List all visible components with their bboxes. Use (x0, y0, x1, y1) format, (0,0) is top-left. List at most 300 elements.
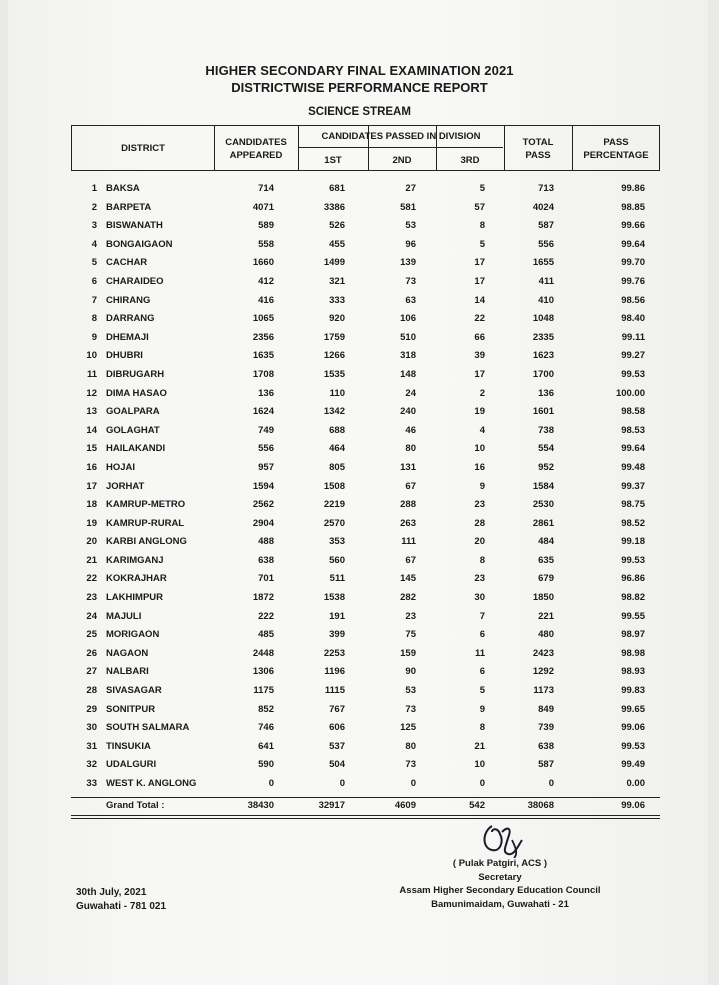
row-div2: 96 (405, 238, 416, 250)
row-appeared: 558 (258, 238, 274, 250)
row-div2: 53 (405, 685, 416, 697)
row-total-pass: 739 (538, 722, 554, 734)
row-pass-percentage: 99.66 (621, 220, 645, 232)
table-row (71, 403, 660, 422)
row-div1: 2253 (323, 647, 345, 659)
row-div2: 90 (405, 666, 416, 678)
grand-total-div2: 4609 (394, 800, 416, 811)
row-div2: 67 (405, 554, 416, 566)
row-pass-percentage: 99.83 (621, 685, 645, 697)
row-pass-percentage: 96.86 (621, 573, 645, 585)
row-div1: 681 (329, 183, 345, 194)
header-district: DISTRICT (121, 143, 165, 154)
table-row (71, 570, 660, 589)
row-div3: 9 (479, 480, 485, 492)
row-serial: 14 (86, 424, 97, 436)
table-row (71, 533, 660, 552)
table-row (71, 254, 660, 273)
row-div3: 2 (479, 387, 485, 399)
row-total-pass: 410 (538, 294, 554, 306)
row-appeared: 556 (258, 443, 274, 455)
row-district: BAKSA (106, 183, 140, 194)
table-row (71, 199, 660, 218)
row-pass-percentage: 98.52 (621, 517, 645, 529)
grand-total-pass: 38068 (527, 800, 554, 811)
row-div3: 17 (474, 368, 485, 380)
row-district: HAILAKANDI (106, 443, 166, 455)
row-appeared: 4071 (252, 201, 274, 213)
row-appeared: 1624 (252, 406, 274, 418)
row-pass-percentage: 99.48 (621, 461, 645, 473)
row-district: LAKHIMPUR (106, 592, 163, 604)
row-div2: 282 (400, 592, 416, 604)
row-div3: 16 (474, 461, 485, 473)
row-total-pass: 221 (538, 610, 554, 622)
row-pass-percentage: 99.53 (621, 554, 645, 566)
row-appeared: 1872 (252, 592, 274, 604)
row-district: MORIGAON (106, 629, 160, 641)
row-district: CHARAIDEO (106, 275, 164, 287)
row-serial: 22 (86, 573, 97, 585)
row-div3: 8 (479, 722, 485, 734)
row-appeared: 641 (258, 740, 274, 752)
row-div1: 2570 (323, 517, 345, 529)
row-serial: 17 (86, 480, 97, 492)
row-district: CACHAR (106, 257, 148, 269)
row-div3: 17 (474, 275, 485, 287)
row-total-pass: 2530 (532, 499, 554, 511)
row-total-pass: 480 (538, 629, 554, 641)
row-appeared: 222 (258, 610, 274, 622)
header-total-pass: TOTAL PASS (522, 137, 554, 161)
row-appeared: 590 (258, 759, 274, 771)
row-serial: 29 (86, 703, 97, 715)
row-serial: 21 (86, 554, 97, 566)
table-row (71, 310, 660, 329)
row-district: SIVASAGAR (106, 685, 162, 697)
table-row (71, 552, 660, 571)
row-div2: 581 (400, 201, 416, 213)
row-serial: 1 (91, 183, 97, 194)
row-div1: 353 (329, 536, 345, 548)
row-div2: 73 (405, 759, 416, 771)
row-appeared: 416 (258, 294, 274, 306)
header-divider (298, 147, 503, 148)
row-div2: 263 (400, 517, 416, 529)
table-row (71, 180, 660, 199)
row-div3: 6 (479, 629, 485, 641)
row-total-pass: 1623 (532, 350, 554, 362)
row-total-pass: 411 (538, 275, 554, 287)
row-div1: 920 (329, 313, 345, 325)
row-pass-percentage: 99.53 (621, 368, 645, 380)
row-appeared: 701 (258, 573, 274, 585)
row-appeared: 1594 (252, 480, 274, 492)
row-div1: 321 (329, 275, 345, 287)
row-total-pass: 1850 (532, 592, 554, 604)
row-div2: 75 (405, 629, 416, 641)
row-total-pass: 0 (548, 778, 554, 789)
row-div3: 14 (474, 294, 485, 306)
row-pass-percentage: 99.37 (621, 480, 645, 492)
table-row (71, 775, 660, 794)
row-div3: 8 (479, 554, 485, 566)
row-div1: 399 (329, 629, 345, 641)
row-serial: 25 (86, 629, 97, 641)
row-district: DIMA HASAO (106, 387, 167, 399)
row-district: SONITPUR (106, 703, 156, 715)
row-div3: 10 (474, 443, 485, 455)
row-district: UDALGURI (106, 759, 157, 771)
table-row (71, 626, 660, 645)
row-div3: 6 (479, 666, 485, 678)
grand-total-row (71, 800, 660, 814)
row-serial: 2 (91, 201, 97, 213)
table-row (71, 738, 660, 757)
row-div1: 1115 (324, 685, 345, 697)
table-row (71, 292, 660, 311)
grand-total-div3: 542 (469, 800, 485, 811)
row-serial: 27 (86, 666, 97, 678)
handwritten-signature (478, 818, 538, 858)
grand-total-percentage: 99.06 (621, 800, 645, 811)
report-titles (0, 62, 719, 120)
signatory-designation: Secretary (478, 871, 522, 883)
row-div3: 23 (474, 573, 485, 585)
grand-total-appeared: 38430 (247, 800, 274, 811)
row-district: GOLAGHAT (106, 424, 160, 436)
row-district: BISWANATH (106, 220, 163, 232)
row-pass-percentage: 99.49 (621, 759, 645, 771)
table-row (71, 440, 660, 459)
row-district: HOJAI (106, 461, 136, 473)
row-div3: 5 (479, 183, 485, 194)
row-appeared: 1635 (252, 350, 274, 362)
row-district: DHEMAJI (106, 331, 149, 343)
row-div3: 20 (474, 536, 485, 548)
row-total-pass: 4024 (532, 201, 554, 213)
row-serial: 10 (86, 350, 97, 362)
row-total-pass: 2335 (532, 331, 554, 343)
row-div1: 110 (329, 387, 345, 399)
row-appeared: 1660 (252, 257, 274, 269)
date-place-block (76, 886, 166, 914)
header-pass-percentage: PASS PERCENTAGE (583, 137, 649, 161)
row-pass-percentage: 98.82 (621, 592, 645, 604)
table-row (71, 385, 660, 404)
row-pass-percentage: 98.58 (621, 406, 645, 418)
header-div1: 1ST (324, 155, 342, 166)
row-appeared: 0 (268, 778, 274, 789)
row-div3: 22 (474, 313, 485, 325)
row-pass-percentage: 99.11 (621, 331, 645, 343)
row-pass-percentage: 0.00 (626, 778, 645, 789)
row-appeared: 1065 (252, 313, 274, 325)
row-div1: 805 (329, 461, 345, 473)
signatory-organization: Assam Higher Secondary Education Council (399, 885, 601, 896)
row-pass-percentage: 99.70 (621, 257, 645, 269)
row-total-pass: 2861 (532, 517, 554, 529)
row-district: WEST K. ANGLONG (106, 778, 197, 789)
table-row (71, 329, 660, 348)
row-district: NALBARI (106, 666, 149, 678)
table-row (71, 422, 660, 441)
row-serial: 24 (86, 610, 97, 622)
row-div2: 0 (410, 778, 416, 789)
row-div2: 125 (400, 722, 416, 734)
row-div1: 1508 (323, 480, 345, 492)
grand-total-top-rule (71, 797, 660, 798)
row-div1: 688 (329, 424, 345, 436)
header-div3: 3RD (460, 155, 480, 166)
row-pass-percentage: 100.00 (615, 387, 645, 399)
row-district: JORHAT (106, 480, 145, 492)
row-div3: 21 (474, 740, 485, 752)
row-div3: 17 (474, 257, 485, 269)
row-div1: 1196 (324, 666, 345, 678)
row-district: DARRANG (106, 313, 155, 325)
row-div1: 526 (329, 220, 345, 232)
signatory-block (380, 857, 620, 911)
row-pass-percentage: 98.40 (621, 313, 645, 325)
row-div1: 464 (329, 443, 345, 455)
row-serial: 12 (86, 387, 97, 399)
row-total-pass: 587 (538, 220, 554, 232)
row-appeared: 852 (258, 703, 274, 715)
row-div2: 145 (400, 573, 416, 585)
row-serial: 8 (91, 313, 97, 325)
row-appeared: 1708 (252, 368, 274, 380)
row-pass-percentage: 99.18 (621, 536, 645, 548)
row-total-pass: 952 (538, 461, 554, 473)
row-div2: 131 (400, 461, 416, 473)
report-title: HIGHER SECONDARY FINAL EXAMINATION 2021 (205, 63, 514, 78)
row-total-pass: 849 (538, 703, 554, 715)
row-div2: 80 (405, 443, 416, 455)
table-row (71, 496, 660, 515)
row-div2: 111 (401, 536, 416, 548)
row-serial: 30 (86, 722, 97, 734)
row-div3: 57 (474, 201, 485, 213)
table-row (71, 589, 660, 608)
row-div1: 455 (329, 238, 345, 250)
row-appeared: 2562 (252, 499, 274, 511)
row-div2: 318 (400, 350, 416, 362)
row-div3: 5 (479, 238, 485, 250)
row-pass-percentage: 99.27 (621, 350, 645, 362)
district-rows (71, 180, 660, 794)
row-pass-percentage: 99.86 (621, 183, 645, 194)
row-div1: 3386 (323, 201, 345, 213)
row-total-pass: 556 (538, 238, 554, 250)
row-pass-percentage: 98.53 (621, 424, 645, 436)
row-pass-percentage: 98.56 (621, 294, 645, 306)
row-district: SOUTH SALMARA (106, 722, 190, 734)
row-div2: 73 (405, 275, 416, 287)
row-div1: 560 (329, 554, 345, 566)
row-div3: 9 (479, 703, 485, 715)
row-div1: 767 (329, 703, 345, 715)
header-division-group: CANDIDATES PASSED IN DIVISION (321, 131, 481, 142)
row-total-pass: 738 (538, 424, 554, 436)
row-div3: 10 (474, 759, 485, 771)
row-total-pass: 1700 (532, 368, 554, 380)
header-div2: 2ND (392, 155, 412, 166)
row-pass-percentage: 99.76 (621, 275, 645, 287)
row-div2: 159 (400, 647, 416, 659)
row-serial: 4 (91, 238, 97, 250)
row-div1: 1499 (323, 257, 345, 269)
row-total-pass: 2423 (532, 647, 554, 659)
table-header (71, 125, 660, 171)
row-div2: 46 (405, 424, 416, 436)
row-serial: 11 (86, 368, 97, 380)
row-div3: 23 (474, 499, 485, 511)
row-district: TINSUKIA (106, 740, 151, 752)
table-row (71, 366, 660, 385)
row-serial: 19 (86, 517, 97, 529)
row-appeared: 714 (258, 183, 274, 194)
row-appeared: 2356 (252, 331, 274, 343)
row-div1: 2219 (323, 499, 345, 511)
row-serial: 5 (91, 257, 97, 269)
row-div2: 288 (400, 499, 416, 511)
report-place: Guwahati - 781 021 (76, 901, 167, 912)
row-total-pass: 1601 (532, 406, 554, 418)
row-div3: 11 (474, 647, 485, 659)
stream-label: SCIENCE STREAM (308, 106, 411, 118)
row-div1: 1535 (323, 368, 345, 380)
signatory-name: ( Pulak Patgiri, ACS ) (452, 858, 548, 869)
row-district: DHUBRI (106, 350, 143, 362)
row-total-pass: 484 (538, 536, 554, 548)
row-serial: 31 (86, 740, 97, 752)
grand-total-double-rule (71, 818, 660, 819)
row-serial: 26 (86, 647, 97, 659)
grand-total-div1: 32917 (318, 800, 345, 811)
row-div3: 7 (479, 610, 485, 622)
row-pass-percentage: 98.97 (621, 629, 645, 641)
row-serial: 3 (91, 220, 97, 232)
row-pass-percentage: 98.85 (621, 201, 645, 213)
row-div2: 67 (405, 480, 416, 492)
row-div2: 510 (400, 331, 416, 343)
row-div2: 106 (400, 313, 416, 325)
row-serial: 33 (86, 778, 97, 789)
row-appeared: 2448 (252, 647, 274, 659)
row-serial: 9 (91, 331, 97, 343)
row-serial: 13 (86, 406, 97, 418)
row-serial: 20 (86, 536, 97, 548)
row-div1: 1538 (323, 592, 345, 604)
row-total-pass: 1173 (533, 685, 554, 697)
row-total-pass: 679 (538, 573, 554, 585)
row-appeared: 749 (258, 424, 274, 436)
row-total-pass: 635 (538, 554, 554, 566)
row-div3: 4 (479, 424, 485, 436)
row-total-pass: 554 (538, 443, 554, 455)
row-district: KAMRUP-RURAL (106, 517, 185, 529)
table-row (71, 515, 660, 534)
table-row (71, 719, 660, 738)
row-div3: 39 (474, 350, 485, 362)
row-appeared: 589 (258, 220, 274, 232)
row-div1: 1759 (323, 331, 345, 343)
row-appeared: 485 (258, 629, 274, 641)
table-row (71, 608, 660, 627)
row-pass-percentage: 99.64 (621, 443, 645, 455)
row-district: DIBRUGARH (106, 368, 165, 380)
row-div1: 511 (329, 573, 345, 585)
row-div3: 66 (474, 331, 485, 343)
row-div3: 5 (479, 685, 485, 697)
row-district: BONGAIGAON (106, 238, 173, 250)
row-total-pass: 1048 (532, 313, 554, 325)
grand-total-bottom-rule (71, 815, 660, 816)
table-row (71, 347, 660, 366)
row-appeared: 957 (258, 461, 274, 473)
header-appeared: CANDIDATES APPEARED (225, 137, 287, 161)
table-row (71, 478, 660, 497)
table-row (71, 273, 660, 292)
row-appeared: 412 (258, 275, 274, 287)
row-div3: 0 (479, 778, 485, 789)
row-serial: 18 (86, 499, 97, 511)
row-div3: 28 (474, 517, 485, 529)
row-div2: 63 (405, 294, 416, 306)
row-div1: 1266 (323, 350, 345, 362)
row-div1: 333 (329, 294, 345, 306)
table-row (71, 217, 660, 236)
report-subtitle: DISTRICTWISE PERFORMANCE REPORT (231, 80, 488, 95)
row-div2: 139 (400, 257, 416, 269)
table-row (71, 663, 660, 682)
row-appeared: 1306 (252, 666, 274, 678)
row-pass-percentage: 99.64 (621, 238, 645, 250)
row-div1: 537 (329, 740, 345, 752)
row-div2: 53 (405, 220, 416, 232)
row-pass-percentage: 99.06 (621, 722, 645, 734)
row-serial: 15 (86, 443, 97, 455)
row-district: CHIRANG (106, 294, 151, 306)
row-serial: 32 (86, 759, 97, 771)
row-div2: 73 (405, 703, 416, 715)
row-serial: 16 (86, 461, 97, 473)
row-pass-percentage: 99.55 (621, 610, 645, 622)
row-total-pass: 1292 (532, 666, 554, 678)
row-appeared: 1175 (253, 685, 274, 697)
row-total-pass: 713 (538, 183, 554, 194)
row-appeared: 488 (258, 536, 274, 548)
row-div3: 8 (479, 220, 485, 232)
row-district: GOALPARA (106, 406, 160, 418)
row-serial: 7 (91, 294, 97, 306)
table-row (71, 682, 660, 701)
row-total-pass: 587 (538, 759, 554, 771)
row-div2: 240 (400, 406, 416, 418)
row-serial: 6 (91, 275, 97, 287)
row-div1: 191 (329, 610, 345, 622)
table-row (71, 645, 660, 664)
row-total-pass: 638 (538, 740, 554, 752)
row-district: BARPETA (106, 201, 152, 213)
row-pass-percentage: 99.65 (621, 703, 645, 715)
row-district: KOKRAJHAR (106, 573, 167, 585)
row-div1: 1342 (323, 406, 345, 418)
row-pass-percentage: 98.98 (621, 647, 645, 659)
row-div2: 23 (405, 610, 416, 622)
table-row (71, 701, 660, 720)
